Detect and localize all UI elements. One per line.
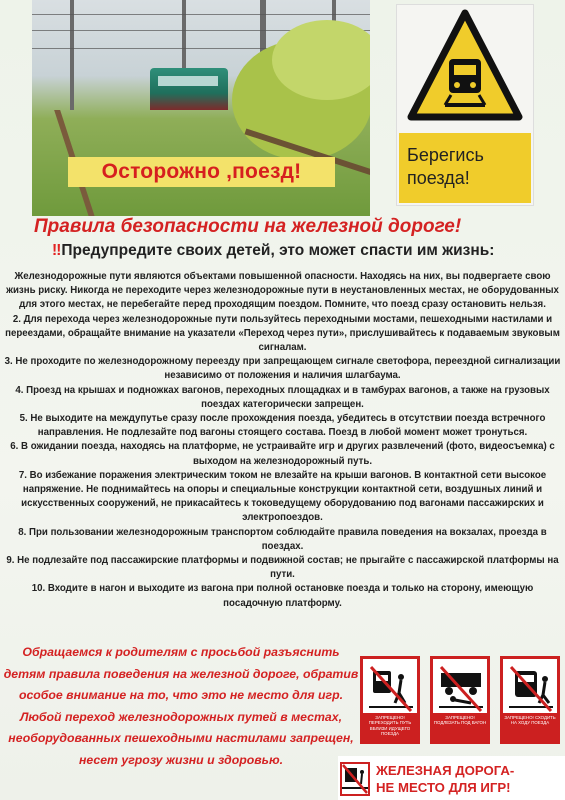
footer-line2: НЕ МЕСТО ДЛЯ ИГР!	[376, 780, 511, 795]
pictogram-caption: ЗАПРЕЩЕНО! СХОДИТЬ НА ХОДУ ПОЕЗДА	[503, 713, 557, 741]
double-exclamation-icon: ‼	[52, 242, 62, 259]
safety-rules	[0, 270, 565, 611]
rule-item: 6. В ожидании поезда, находясь на платформе, не устраивайте игр и других развлечений (фото, видеосъемка) с выходом на железнодорожный путь.	[10, 441, 555, 467]
parents-appeal: Обращаемся к родителям с просьбой разъяснить детям правила поведения на железной дороге, обратив особое внимание на то, что это не место для игр. Любой переход железнодорожных путей в местах, необорудованных пешеходными настилами запрещен, несет угрозу жизни и здоровью.	[3, 645, 359, 767]
sign-label-line1: Берегись	[407, 145, 484, 165]
warning-banner	[68, 157, 335, 187]
rule-item: 9. Не подлезайте под пассажирские платформы и подвижной состав; не прыгайте с пассажирской платформы на пути.	[6, 555, 559, 581]
pictogram-caption: ЗАПРЕЩЕНО! ПЕРЕХОДИТЬ ПУТЬ ВБЛИЗИ ИДУЩЕГО ПОЕЗДА	[363, 713, 417, 741]
beware-train-sign	[397, 5, 533, 205]
rule-item: 4. Проезд на крышах и подножках вагонов, переходных площадках и в тамбурах вагонов, а также на грузовых поездах категорически запрещен.	[15, 384, 550, 410]
train-crossing-icon	[369, 665, 413, 713]
warning-text: Осторожно ,поезд!	[101, 160, 302, 183]
subtitle-text: Предупредите своих детей, это может спасти им жизнь:	[61, 242, 495, 259]
page-title: Правила безопасности на железной дороге!	[34, 216, 462, 237]
sign-label	[407, 144, 527, 190]
rule-item: 7. Во избежание поражения электрическим током не влезайте на крыши вагонов. В контактной сети высокое напряжение. Не поднимайтесь на опоры и специальные конструкции контактной сети, воздушных линий и искусственных сооружений, не прикасайтесь к токоведущему оборудованию под вагонами пассажирских и электропоездов.	[18, 469, 547, 524]
pictogram-under-wagon	[430, 656, 490, 744]
rule-item: Железнодорожные пути являются объектами повышенной опасности. Находясь на них, вы подвергаете свою жизнь риску. Никогда не переходите через железнодорожные пути в неустановленных местах, не оборудованных для этого местах, не перебегайте перед проходящим поездом. Помните, что поезд сразу остановить нельзя.	[6, 271, 559, 311]
rule-item: 10. Входите в нагон и выходите из вагона при полной остановке поезда и только на сторону, имеющую посадочную платформу.	[31, 583, 534, 609]
sign-label-line2: поезда!	[407, 168, 470, 188]
wire	[32, 14, 370, 15]
railway-photo	[32, 0, 370, 216]
prohibition-pictograms	[358, 656, 565, 746]
pole	[70, 0, 74, 110]
footer-line1: ЖЕЛЕЗНАЯ ДОРОГА-	[376, 763, 515, 778]
train-warning-icon	[407, 9, 523, 125]
footer-slogan-text	[376, 762, 565, 796]
under-wagon-icon	[439, 665, 483, 713]
rule-item: 2. Для перехода через железнодорожные пути пользуйтесь переходными мостами, пешеходными настилами и переездами, обращайте внимание на указатели «Переход через пути», прислушивайтесь к подаваемым звуковым сигналам.	[5, 313, 560, 354]
no-play-on-tracks-icon	[340, 762, 370, 796]
pictogram-crossing	[360, 656, 420, 744]
subtitle	[52, 242, 562, 260]
rule-item: 5. Не выходите на междупутье сразу после прохождения поезда, убедитесь в отсутствии поезда встречного направления. Не подлезайте под вагоны стоящего состава. Поезд в любой момент может тронуться.	[19, 413, 546, 439]
pictogram-caption: ЗАПРЕЩЕНО! ПОДЛЕЗАТЬ ПОД ВАГОН	[433, 713, 487, 741]
rule-item: 8. При пользовании железнодорожным транспортом соблюдайте правила поведения на вокзалах, проезда в поездах.	[18, 526, 547, 552]
moving-train-icon	[509, 665, 553, 713]
footer-slogan	[338, 756, 565, 800]
rule-item: 3. Не проходите по железнодорожному переезду при запрещающем сигнале светофора, переездной сигнализации независимо от положения и наличия шлагбаума.	[4, 356, 561, 382]
pictogram-moving-train	[500, 656, 560, 744]
train	[150, 68, 228, 110]
